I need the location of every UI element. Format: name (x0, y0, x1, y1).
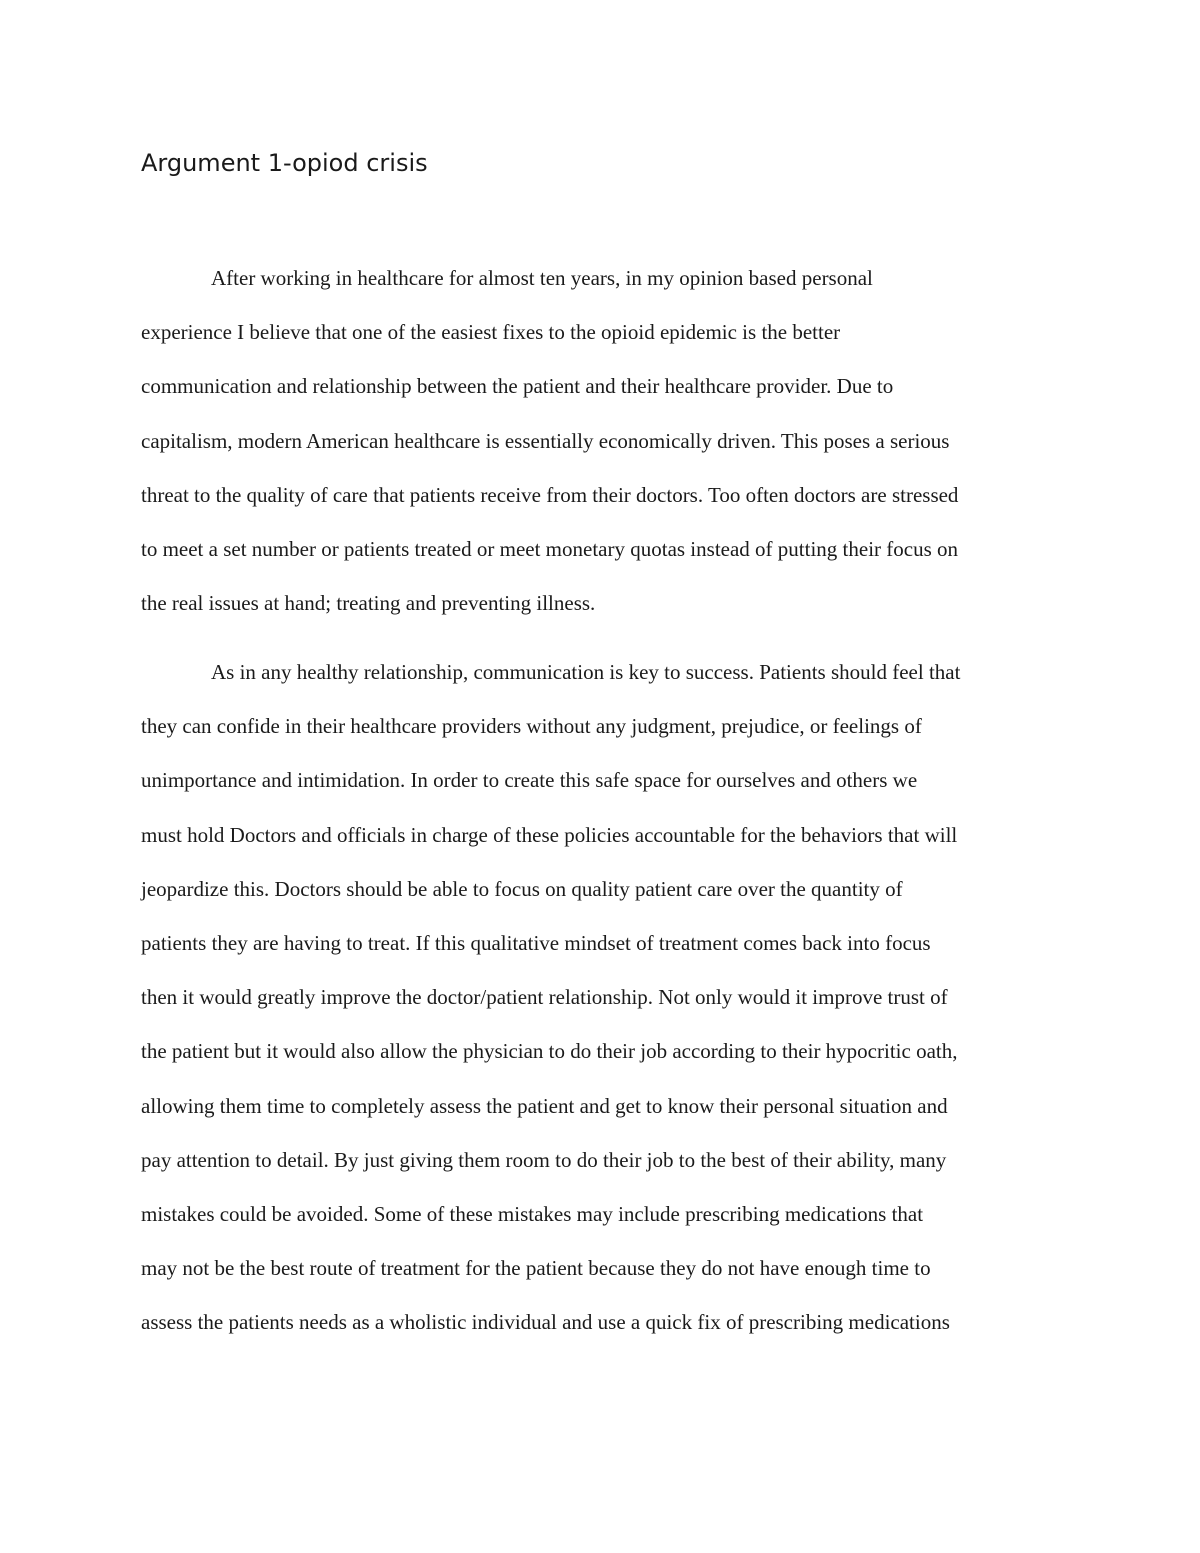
paragraph-line: may not be the best route of treatment for the patient because they do not have enough time to (141, 1256, 931, 1281)
paragraph-line: unimportance and intimidation. In order to create this safe space for ourselves and others we (141, 768, 918, 793)
paragraph-line: they can confide in their healthcare providers without any judgment, prejudice, or feelings of (141, 714, 922, 739)
paragraph-line: threat to the quality of care that patients receive from their doctors. Too often doctors are stressed (141, 482, 959, 507)
paragraph-line: assess the patients needs as a wholistic individual and use a quick fix of prescribing medications (141, 1310, 950, 1335)
paragraph-line: As in any healthy relationship, communication is key to success. Patients should feel that (211, 660, 961, 684)
paragraph-line: communication and relationship between the patient and their healthcare provider. Due to (141, 374, 894, 399)
paragraph-line: capitalism, modern American healthcare is essentially economically driven. This poses a serious (141, 428, 950, 453)
paragraph-line: pay attention to detail. By just giving them room to do their job to the best of their ability, many (141, 1147, 947, 1172)
paragraph-line: to meet a set number or patients treated or meet monetary quotas instead of putting their focus on (141, 536, 959, 561)
paragraph-line: the patient but it would also allow the physician to do their job according to their hypocritic oath, (141, 1039, 958, 1064)
paragraph-line: then it would greatly improve the doctor/patient relationship. Not only would it improve trust of (141, 985, 948, 1010)
paragraph-line: mistakes could be avoided. Some of these mistakes may include prescribing medications that (141, 1201, 924, 1226)
paragraph-2 (141, 645, 1061, 1349)
paragraph-line: the real issues at hand; treating and preventing illness. (141, 591, 596, 616)
paragraph-line: patients they are having to treat. If this qualitative mindset of treatment comes back into focus (141, 930, 931, 955)
document-title: Argument 1-opiod crisis (141, 149, 428, 177)
paragraph-line: jeopardize this. Doctors should be able to focus on quality patient care over the quantity of (141, 876, 903, 901)
paragraph-line: allowing them time to completely assess the patient and get to know their personal situation and (141, 1093, 948, 1118)
paragraph-line: must hold Doctors and officials in charge of these policies accountable for the behaviors that will (141, 822, 958, 847)
paragraph-line: After working in healthcare for almost ten years, in my opinion based personal (211, 266, 873, 290)
paragraph-1 (141, 251, 1061, 630)
paragraph-line: experience I believe that one of the easiest fixes to the opioid epidemic is the better (141, 320, 841, 345)
